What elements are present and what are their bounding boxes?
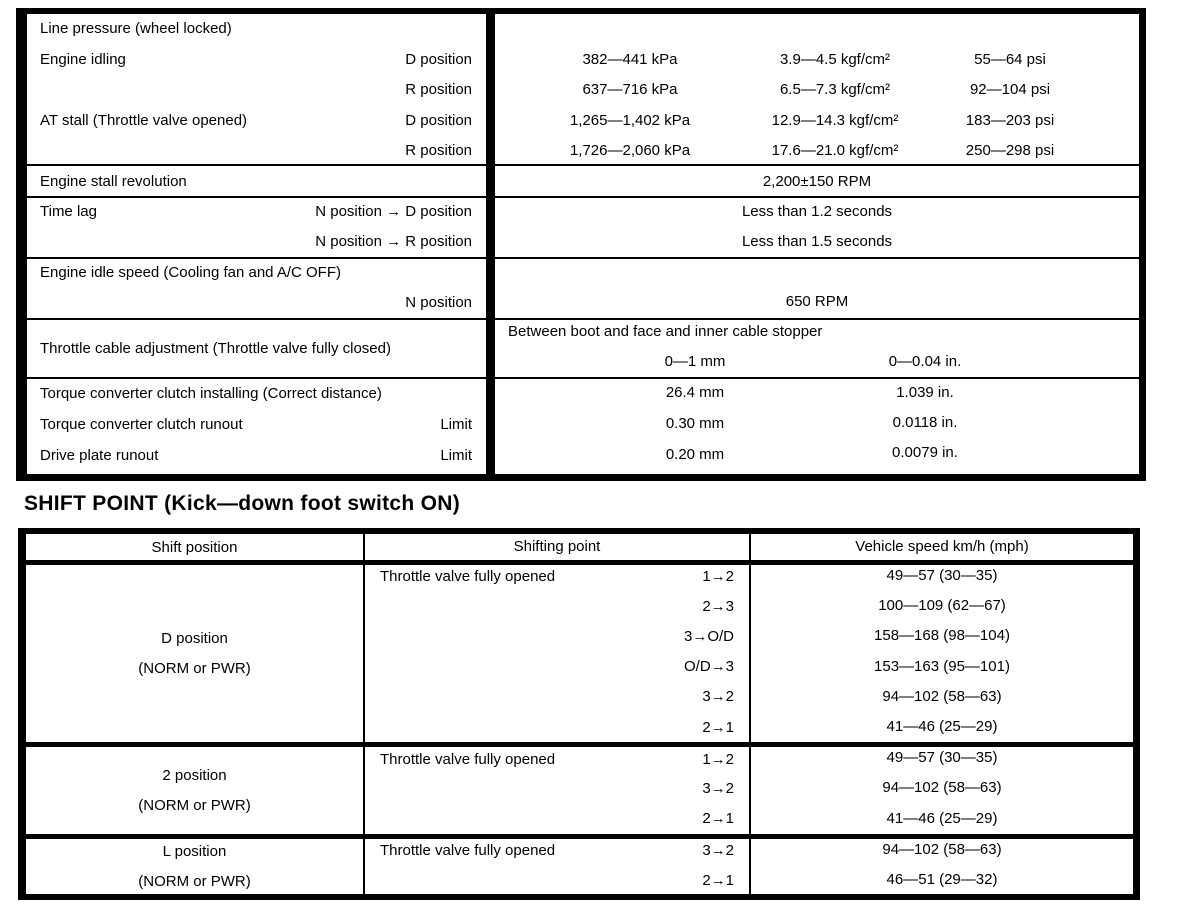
group-l-mode: (NORM or PWR)	[138, 873, 251, 890]
throttle-label: Throttle valve fully opened	[380, 751, 556, 768]
time-lag-label: Time lag	[40, 203, 97, 220]
col-line	[363, 534, 365, 894]
line-pressure-label: Line pressure (wheel locked)	[40, 20, 232, 37]
frame-right	[1139, 8, 1146, 481]
frame-left	[16, 8, 27, 481]
speed-value: 46—51 (29—32)	[886, 871, 998, 888]
tcc-install-mm: 26.4 mm	[665, 384, 725, 401]
tcc-runout-limit: Limit	[440, 416, 472, 433]
tcc-runout-label: Torque converter clutch runout	[40, 416, 243, 433]
frame-bottom	[18, 894, 1140, 900]
pressure-kgf: 6.5—7.3 kgf/cm²	[779, 81, 891, 98]
pressure-kpa: 1,726—2,060 kPa	[569, 142, 691, 159]
time-lag-pos-r: N position → R position	[315, 233, 472, 250]
group-2-position: 2 position	[162, 767, 227, 784]
shift-label: 1→2	[702, 751, 734, 768]
shift-label: 2→3	[702, 598, 734, 615]
throttle-cable-label: Throttle cable adjustment (Throttle valve fully closed)	[40, 340, 391, 357]
group-d-mode: (NORM or PWR)	[138, 660, 251, 677]
speed-value: 41—46 (25—29)	[886, 718, 998, 735]
group-sep	[26, 742, 1133, 747]
pressure-psi: 92—104 psi	[969, 81, 1051, 98]
position-label: D position	[405, 51, 472, 68]
idle-speed-pos: N position	[405, 294, 472, 311]
shift-label: 3→2	[702, 842, 734, 859]
time-lag-value-d: Less than 1.2 seconds	[741, 203, 893, 220]
frame-divider	[486, 8, 495, 481]
shift-label: 2→1	[702, 872, 734, 889]
pressure-kgf: 12.9—14.3 kgf/cm²	[771, 112, 899, 129]
shift-label: O/D→3	[683, 658, 734, 675]
time-lag-value-r: Less than 1.5 seconds	[741, 233, 893, 250]
engine-stall-value: 2,200±150 RPM	[762, 173, 872, 190]
speed-value: 94—102 (58—63)	[882, 841, 1002, 858]
drive-plate-limit: Limit	[440, 447, 472, 464]
group-2-mode: (NORM or PWR)	[138, 797, 251, 814]
throttle-cable-inch: 0—0.04 in.	[888, 353, 962, 370]
pressure-kgf: 17.6—21.0 kgf/cm²	[771, 142, 899, 159]
throttle-label: Throttle valve fully opened	[380, 842, 556, 859]
header-sep	[26, 560, 1133, 565]
throttle-cable-note: Between boot and face and inner cable stopper	[508, 323, 823, 340]
pressure-psi: 250—298 psi	[965, 142, 1055, 159]
speed-value: 49—57 (30—35)	[886, 567, 998, 584]
position-label: R position	[405, 142, 472, 159]
time-lag-pos-d: N position → D position	[315, 203, 472, 220]
speed-value: 153—163 (95—101)	[874, 658, 1010, 675]
pressure-kpa: 1,265—1,402 kPa	[569, 112, 691, 129]
frame-right	[1133, 528, 1140, 900]
shift-label: 2→1	[702, 719, 734, 736]
tcc-runout-inch: 0.0118 in.	[892, 414, 958, 431]
col-line	[749, 534, 751, 894]
frame-top	[18, 528, 1140, 534]
throttle-label: Throttle valve fully opened	[380, 568, 556, 585]
shift-label: 1→2	[702, 568, 734, 585]
header-shift-position: Shift position	[151, 539, 238, 556]
drive-plate-mm: 0.20 mm	[665, 446, 725, 463]
idle-speed-value: 650 RPM	[785, 293, 849, 310]
position-label: R position	[405, 81, 472, 98]
tcc-install-inch: 1.039 in.	[896, 384, 954, 401]
position-label: D position	[405, 112, 472, 129]
header-vehicle-speed: Vehicle speed km/h (mph)	[855, 538, 1029, 555]
header-shifting-point: Shifting point	[513, 538, 601, 555]
speed-value: 94—102 (58—63)	[882, 688, 1002, 705]
group-l-position: L position	[162, 843, 227, 860]
shift-label: 3→2	[702, 780, 734, 797]
row-sep	[27, 164, 1139, 166]
shift-point-title: SHIFT POINT (Kick—down foot switch ON)	[24, 492, 461, 515]
row-sep	[27, 377, 1139, 379]
pressure-kpa: 382—441 kPa	[582, 51, 678, 68]
pressure-psi: 183—203 psi	[965, 112, 1055, 129]
speed-value: 94—102 (58—63)	[882, 779, 1002, 796]
pressure-kgf: 3.9—4.5 kgf/cm²	[779, 51, 891, 68]
pressure-kpa: 637—716 kPa	[582, 81, 678, 98]
shift-label: 3→O/D	[683, 628, 734, 645]
shift-label: 3→2	[702, 688, 734, 705]
engine-stall-label: Engine stall revolution	[40, 173, 187, 190]
engine-idling-label: Engine idling	[40, 51, 126, 68]
speed-value: 158—168 (98—104)	[874, 627, 1010, 644]
speed-value: 49—57 (30—35)	[886, 749, 998, 766]
drive-plate-label: Drive plate runout	[40, 447, 159, 464]
pressure-psi: 55—64 psi	[974, 51, 1046, 68]
row-sep	[27, 257, 1139, 259]
throttle-cable-mm: 0—1 mm	[664, 353, 726, 370]
row-sep	[27, 196, 1139, 198]
row-sep	[27, 318, 1139, 320]
group-d-position: D position	[161, 630, 228, 647]
group-sep	[26, 834, 1133, 839]
frame-top	[16, 8, 1146, 14]
frame-left	[18, 528, 26, 900]
frame-bottom	[16, 474, 1146, 481]
tcc-runout-mm: 0.30 mm	[665, 415, 725, 432]
speed-value: 100—109 (62—67)	[878, 597, 1006, 614]
shift-label: 2→1	[702, 810, 734, 827]
idle-speed-label: Engine idle speed (Cooling fan and A/C OFF)	[40, 264, 342, 281]
speed-value: 41—46 (25—29)	[886, 810, 998, 827]
drive-plate-inch: 0.0079 in.	[892, 444, 958, 461]
at-stall-label: AT stall (Throttle valve opened)	[40, 112, 248, 129]
tcc-install-label: Torque converter clutch installing (Correct distance)	[40, 385, 382, 402]
